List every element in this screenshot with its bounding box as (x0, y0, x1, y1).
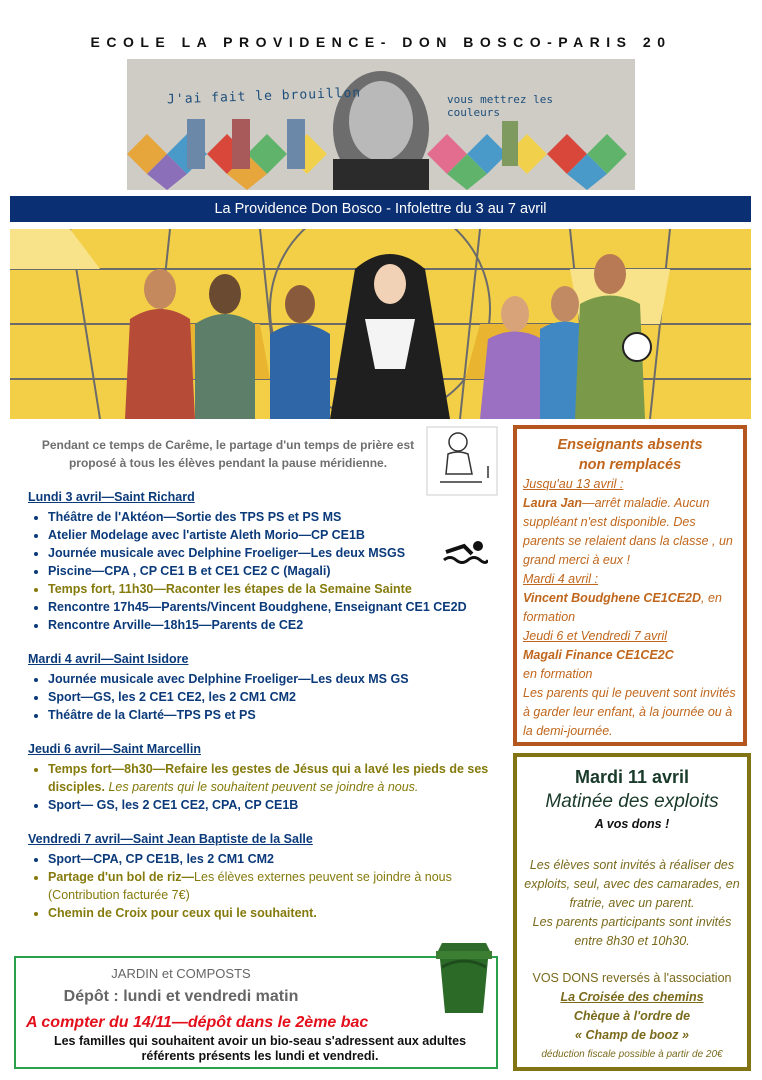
exploits-title: Matinée des exploits (545, 791, 719, 812)
list-item (48, 760, 498, 796)
list-item (48, 868, 498, 904)
mural-caption-right: vous mettrez les couleurs (447, 93, 553, 119)
list-item: • Piscine—CPA , CP CE1 B et CE1 CE2 C (Magali) (48, 562, 498, 580)
item-note: Les parents qui le souhaitent peuvent se joindre à nous. (104, 780, 419, 794)
mural-image (127, 59, 635, 190)
school-header: ECOLE LA PROVIDENCE- DON BOSCO-PARIS 20 (90, 34, 672, 50)
compost-bin-icon (428, 937, 500, 1017)
day-heading: Jeudi 6 avril—Saint Marcellin (28, 742, 201, 756)
teacher-name: Laura Jan (523, 496, 583, 510)
cheque-payee: « Champ de booz » (575, 1028, 689, 1042)
garden-date: A compter du 14/11—dépôt dans le 2ème bac (26, 1014, 369, 1031)
list-item: • Chemin de Croix pour ceux qui le souhaitent. (48, 904, 498, 922)
stained-glass-image (10, 229, 751, 419)
day-items (28, 760, 498, 814)
list-item: • Théâtre de la Clarté—TPS PS et PS (48, 706, 498, 724)
item-text: Partage d'un bol de riz— (48, 870, 195, 884)
exploits-text: Les parents participants sont invités entre 8h30 et 10h30. (532, 915, 732, 948)
list-item: • Atelier Modelage avec l'artiste Aleth Morio—CP CE1B (48, 526, 498, 544)
weekly-agenda (28, 436, 498, 922)
mural-graphic (127, 59, 635, 190)
list-item: • Rencontre Arville—18h15—Parents de CE2 (48, 616, 498, 634)
swimmer-icon (442, 538, 488, 568)
day-heading: Vendredi 7 avril—Saint Jean Baptiste de la Salle (28, 832, 313, 846)
lent-intro: Pendant ce temps de Carême, le partage d'un temps de prière est proposé à tous les élèves pendant la pause méridienne. (41, 438, 415, 470)
day-heading: Lundi 3 avril—Saint Richard (28, 490, 195, 504)
absent-date: Jusqu'au 13 avril : (523, 477, 624, 491)
teacher-name: Magali Finance CE1CE2C (523, 648, 674, 662)
list-item: • Sport—CPA, CP CE1B, les 2 CM1 CM2 (48, 850, 498, 868)
list-item: • Temps fort, 11h30—Raconter les étapes de la Semaine Sainte (48, 580, 498, 598)
list-item: • Rencontre 17h45—Parents/Vincent Boudghene, Enseignant CE1 CE2D (48, 598, 498, 616)
association-name: La Croisée des chemins (560, 990, 704, 1004)
absent-text: —arrêt maladie. Aucun suppléant n'est disponible. Des parents se relaient dans la classe , un grand merci à eux ! (523, 496, 733, 567)
day-items (28, 508, 498, 634)
absent-date: Jeudi 6 et Vendredi 7 avril (523, 629, 668, 643)
list-item: • Sport— GS, les 2 CE1 CE2, CPA, CP CE1B (48, 796, 498, 814)
list-item: • Sport—GS, les 2 CE1 CE2, les 2 CM1 CM2 (48, 688, 498, 706)
exploits-date: Mardi 11 avril (574, 767, 690, 787)
absent-subtitle: non remplacés (578, 457, 682, 473)
list-item: • Théâtre de l'Aktéon—Sortie des TPS PS et PS MS (48, 508, 498, 526)
day-items (28, 850, 498, 922)
exploits-subtitle: A vos dons ! (594, 817, 670, 831)
garden-depot: Dépôt : lundi et vendredi matin (63, 988, 299, 1005)
cheque-text: Chèque à l'ordre de (573, 1009, 691, 1023)
garden-title: JARDIN et COMPOSTS (111, 966, 251, 981)
stained-glass-graphic (10, 229, 751, 419)
list-item: • Journée musicale avec Delphine Froeliger—Les deux MS GS (48, 670, 498, 688)
exploits-box (513, 753, 751, 1071)
absent-title: Enseignants absents (557, 437, 703, 453)
donation-text: VOS DONS reversés à l'association (532, 971, 732, 985)
item-text: Temps fort—8h30—Refaire les gestes de Jésus qui a lavé les pieds de ses disciples. (48, 762, 489, 794)
absent-text: en formation (523, 667, 593, 681)
absent-date: Mardi 4 avril : (523, 572, 599, 586)
garden-note: Les familles qui souhaitent avoir un bio-seau s'adressent aux adultes référents présents les lundi et vendredi. (53, 1034, 467, 1063)
absent-entry (523, 494, 737, 570)
teacher-name: Vincent Boudghene CE1CE2D (523, 591, 702, 605)
absent-entry (523, 589, 737, 627)
mural-caption-left: J'ai fait le brouillon (166, 85, 362, 108)
exploits-text: Les élèves sont invités à réaliser des exploits, seul, avec des camarades, en fratrie, avec un parent. (524, 858, 740, 910)
list-item: • Journée musicale avec Delphine Froeliger—Les deux MSGS (48, 544, 498, 562)
newsletter-banner: La Providence Don Bosco - Infolettre du 3 au 7 avril (10, 196, 751, 222)
item-note: Les élèves externes peuvent se joindre à nous (Contribution facturée 7€) (48, 870, 452, 902)
absent-text: , en formation (523, 591, 722, 624)
absent-teachers-box (513, 425, 747, 746)
day-heading: Mardi 4 avril—Saint Isidore (28, 652, 189, 666)
garden-compost-box (14, 956, 498, 1069)
absent-note: Les parents qui le peuvent sont invités à garder leur enfant, à la journée ou à la demi-journée. (523, 686, 736, 738)
day-items (28, 670, 498, 724)
tax-note: déduction fiscale possible à partir de 20€ (541, 1049, 723, 1060)
praying-child-icon (426, 426, 498, 496)
